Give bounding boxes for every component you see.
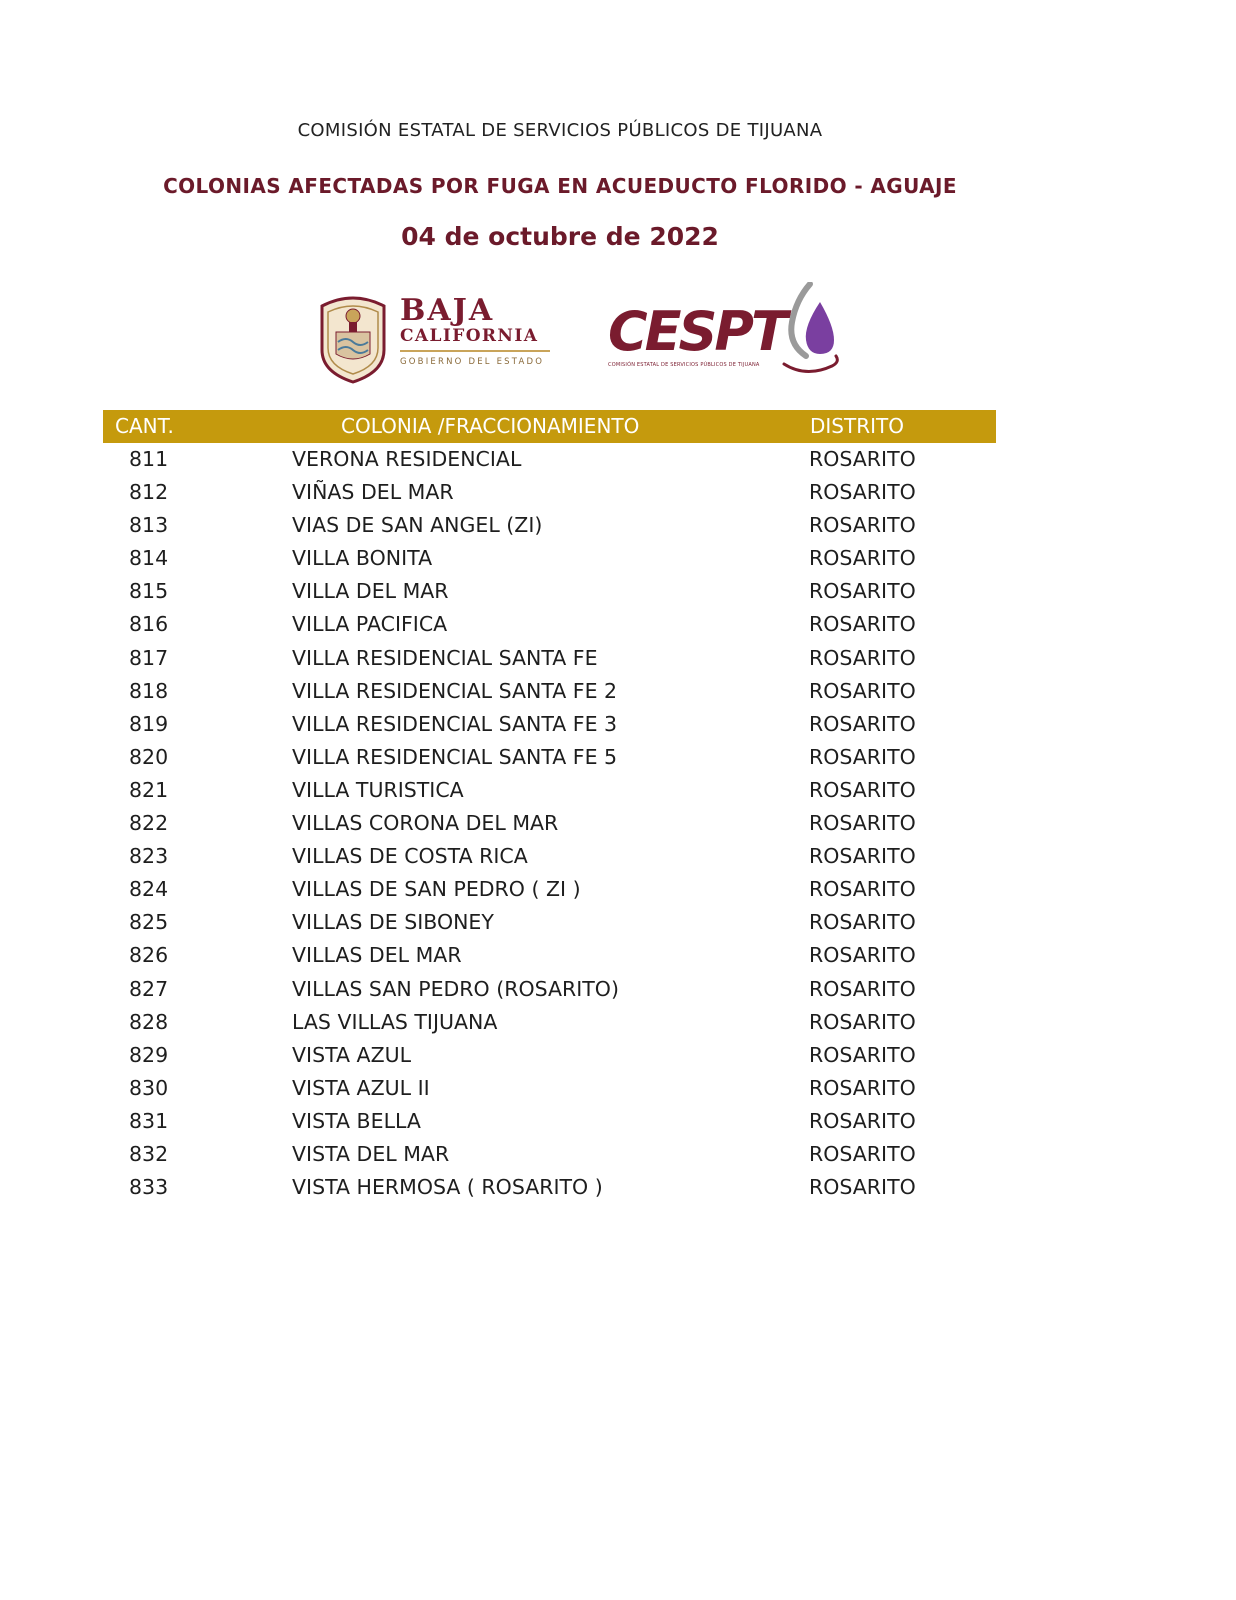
- row-colonia: LAS VILLAS TIJUANA: [292, 1009, 498, 1034]
- row-colonia: VIÑAS DEL MAR: [292, 480, 454, 505]
- row-cant: 816: [129, 612, 169, 637]
- row-distrito: ROSARITO: [809, 1075, 916, 1100]
- row-cant: 811: [129, 447, 169, 471]
- baja-california-logo: [316, 292, 566, 388]
- organization-name: COMISIÓN ESTATAL DE SERVICIOS PÚBLICOS DE TIJUANA: [297, 120, 823, 141]
- table-row: [103, 642, 996, 675]
- row-colonia: VILLA TURISTICA: [292, 777, 464, 802]
- baja-logo-divider: [400, 350, 550, 352]
- colonias-table: [103, 410, 996, 1204]
- table-header: [103, 410, 996, 443]
- row-cant: 817: [129, 645, 169, 670]
- table-row: [103, 1039, 996, 1072]
- row-cant: 818: [129, 678, 169, 703]
- row-cant: 826: [129, 943, 169, 968]
- row-cant: 829: [129, 1042, 169, 1067]
- table-row: [103, 1072, 996, 1105]
- row-colonia: VILLA RESIDENCIAL SANTA FE 3: [292, 711, 618, 736]
- row-colonia: VISTA DEL MAR: [292, 1141, 450, 1166]
- row-distrito: ROSARITO: [809, 1141, 916, 1166]
- row-colonia: VILLAS DE SAN PEDRO ( ZI ): [292, 877, 581, 902]
- row-distrito: ROSARITO: [809, 1175, 916, 1200]
- row-colonia: VISTA BELLA: [292, 1108, 421, 1133]
- baja-logo-subtitle: CALIFORNIA: [400, 326, 539, 346]
- header-cant: CANT.: [115, 414, 174, 438]
- table-row: [103, 873, 996, 906]
- state-seal-icon: [316, 292, 390, 384]
- row-cant: 814: [129, 546, 169, 571]
- row-colonia: VILLA RESIDENCIAL SANTA FE 2: [292, 678, 618, 703]
- cespt-logo-title: CESPT: [608, 300, 785, 363]
- row-distrito: ROSARITO: [809, 546, 916, 571]
- row-distrito: ROSARITO: [809, 777, 916, 802]
- table-row: [103, 608, 996, 641]
- baja-logo-gov: GOBIERNO DEL ESTADO: [400, 357, 545, 367]
- table-row: [103, 443, 996, 476]
- table-row: [103, 542, 996, 575]
- row-colonia: VILLAS DE COSTA RICA: [292, 844, 528, 869]
- table-row: [103, 1171, 996, 1204]
- row-distrito: ROSARITO: [809, 612, 916, 637]
- row-colonia: VILLA DEL MAR: [292, 579, 449, 604]
- cespt-logo: [606, 282, 846, 382]
- baja-logo-title: BAJA: [400, 293, 495, 328]
- row-cant: 823: [129, 844, 169, 869]
- row-colonia: VILLA PACIFICA: [292, 612, 448, 637]
- row-cant: 815: [129, 579, 169, 604]
- table-row: [103, 476, 996, 509]
- table-row: [103, 575, 996, 608]
- row-cant: 820: [129, 744, 169, 769]
- table-row: [103, 741, 996, 774]
- row-distrito: ROSARITO: [809, 976, 916, 1001]
- row-cant: 822: [129, 811, 169, 836]
- row-distrito: ROSARITO: [809, 811, 916, 836]
- row-colonia: VISTA AZUL II: [292, 1075, 430, 1100]
- document-date: 04 de octubre de 2022: [401, 222, 719, 251]
- row-cant: 828: [129, 1009, 169, 1034]
- row-cant: 827: [129, 976, 169, 1001]
- table-row: [103, 840, 996, 873]
- row-colonia: VILLAS DE SIBONEY: [292, 910, 494, 935]
- row-cant: 821: [129, 777, 169, 802]
- table-row: [103, 509, 996, 542]
- row-cant: 813: [129, 513, 169, 538]
- header-distrito: DISTRITO: [810, 414, 904, 438]
- row-distrito: ROSARITO: [809, 943, 916, 968]
- table-row: [103, 774, 996, 807]
- row-colonia: VISTA HERMOSA ( ROSARITO ): [292, 1175, 603, 1200]
- row-colonia: VILLAS SAN PEDRO (ROSARITO): [292, 976, 619, 1001]
- row-distrito: ROSARITO: [809, 744, 916, 769]
- document-headline: COLONIAS AFECTADAS POR FUGA EN ACUEDUCTO FLORIDO - AGUAJE: [163, 174, 957, 198]
- table-row: [103, 807, 996, 840]
- row-cant: 819: [129, 711, 169, 736]
- row-distrito: ROSARITO: [809, 645, 916, 670]
- row-cant: 832: [129, 1141, 169, 1166]
- table-row: [103, 1138, 996, 1171]
- row-distrito: ROSARITO: [809, 1108, 916, 1133]
- row-colonia: VILLA RESIDENCIAL SANTA FE 5: [292, 744, 618, 769]
- table-row: [103, 1006, 996, 1039]
- table-row: [103, 906, 996, 939]
- row-distrito: ROSARITO: [809, 711, 916, 736]
- table-row: [103, 675, 996, 708]
- row-colonia: VILLAS DEL MAR: [292, 943, 462, 968]
- row-colonia: VIAS DE SAN ANGEL (ZI): [292, 513, 543, 538]
- row-cant: 831: [129, 1108, 169, 1133]
- row-distrito: ROSARITO: [809, 480, 916, 505]
- row-colonia: VILLAS CORONA DEL MAR: [292, 811, 559, 836]
- row-cant: 825: [129, 910, 169, 935]
- row-distrito: ROSARITO: [809, 678, 916, 703]
- cespt-logo-subtitle: COMISIÓN ESTATAL DE SERVICIOS PÚBLICOS DE TIJUANA: [608, 362, 760, 368]
- row-cant: 833: [129, 1175, 169, 1200]
- table-row: [103, 973, 996, 1006]
- row-colonia: VERONA RESIDENCIAL: [292, 447, 522, 471]
- table-body: [103, 443, 996, 1204]
- row-distrito: ROSARITO: [809, 579, 916, 604]
- row-distrito: ROSARITO: [809, 447, 916, 471]
- row-distrito: ROSARITO: [809, 1042, 916, 1067]
- row-colonia: VISTA AZUL: [292, 1042, 412, 1067]
- table-row: [103, 708, 996, 741]
- row-cant: 830: [129, 1075, 169, 1100]
- table-row: [103, 1105, 996, 1138]
- row-distrito: ROSARITO: [809, 513, 916, 538]
- row-cant: 812: [129, 480, 169, 505]
- row-distrito: ROSARITO: [809, 877, 916, 902]
- row-distrito: ROSARITO: [809, 844, 916, 869]
- row-distrito: ROSARITO: [809, 910, 916, 935]
- header-colonia: COLONIA /FRACCIONAMIENTO: [341, 414, 640, 438]
- row-colonia: VILLA BONITA: [292, 546, 433, 571]
- water-drop-icon: [766, 282, 846, 378]
- row-colonia: VILLA RESIDENCIAL SANTA FE: [292, 645, 598, 670]
- row-cant: 824: [129, 877, 169, 902]
- table-row: [103, 939, 996, 972]
- row-distrito: ROSARITO: [809, 1009, 916, 1034]
